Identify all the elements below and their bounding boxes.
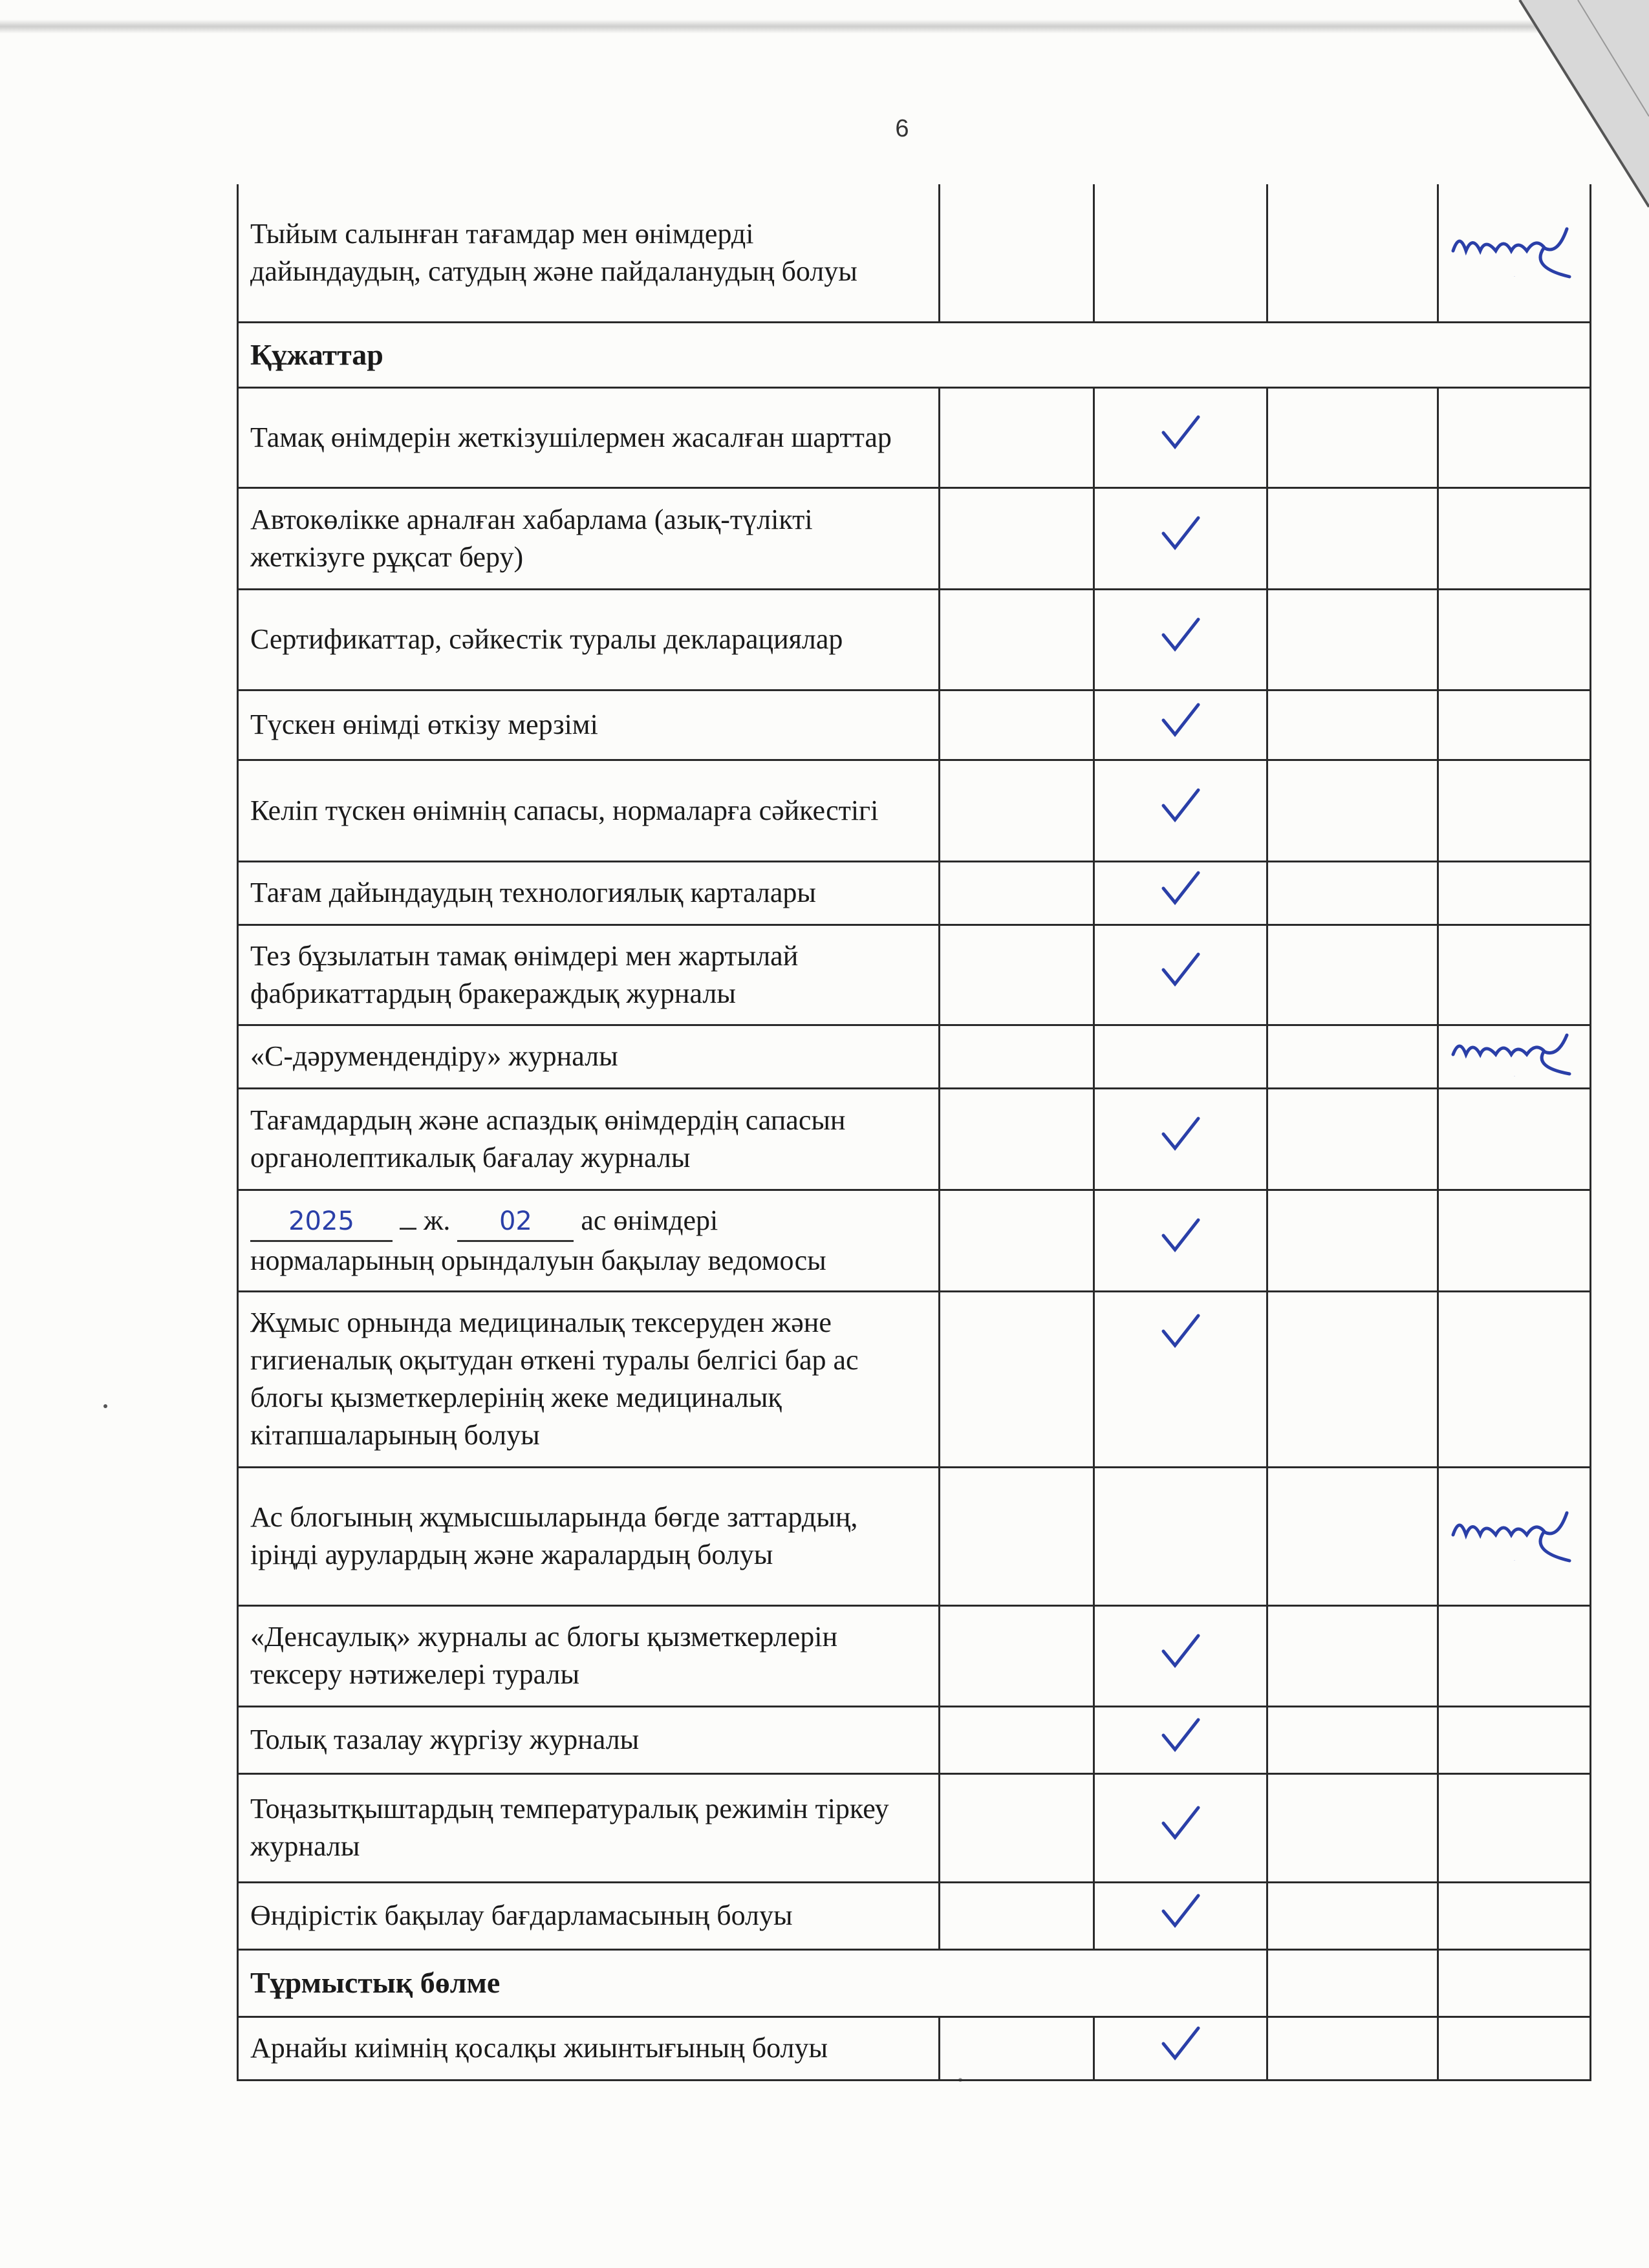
row-label: Тыйым салынған тағамдар мен өнімдерді дайындаудың, сатудың және пайдаланудың болуы [238, 184, 940, 322]
row-label: Автокөлікке арналған хабарлама (азық-түлікті жеткізуге рұқсат беру) [238, 487, 940, 589]
table-row [238, 487, 1591, 589]
label-rest: ас өнімдері [581, 1204, 718, 1236]
svg-text:жоқ: жоқ [1513, 1560, 1515, 1561]
row-label: Тамақ өнімдерін жеткізушілермен жасалған шарттар [238, 387, 940, 487]
section-heading: Тұрмыстық бөлме [238, 1949, 1267, 2017]
table-row [238, 589, 1591, 690]
tick-cell [1094, 1882, 1267, 1949]
table-row [238, 1605, 1591, 1706]
table-row [238, 690, 1591, 760]
table-row [238, 387, 1591, 487]
cell-col-5 [1438, 184, 1591, 322]
cell-col-5 [1438, 1467, 1591, 1605]
table-row [238, 1467, 1591, 1605]
table-row [238, 1882, 1591, 1949]
row-label: Тоңазытқыштардың температуралық режимін тіркеу журналы [238, 1773, 940, 1882]
scan-speck [103, 1404, 107, 1408]
cell-col-4 [1267, 184, 1438, 322]
tick-cell [1094, 861, 1267, 925]
year-suffix: ж. [424, 1204, 451, 1236]
tick-cell [1094, 1706, 1267, 1773]
table-row [238, 1706, 1591, 1773]
checkmark-icon [1158, 1892, 1203, 1940]
row-label: Сертификаттар, сәйкестік туралы декларациялар [238, 589, 940, 690]
row-label: «Денсаулық» журналы ас блогы қызметкерлерін тексеру нәтижелері туралы [238, 1605, 940, 1706]
tick-cell [1094, 1773, 1267, 1882]
month-field[interactable]: 02 [457, 1203, 574, 1242]
checkmark-icon [1158, 1632, 1203, 1680]
checkmark-icon [1158, 1716, 1203, 1764]
tick-cell [1094, 1291, 1267, 1467]
tick-cell [1094, 589, 1267, 690]
tick-cell [1094, 1088, 1267, 1190]
table-row [238, 1025, 1591, 1088]
section-row [238, 1949, 1591, 2017]
row-label: Түскен өнімді өткізу мерзімі [238, 690, 940, 760]
handwritten-absent-mark [1447, 212, 1582, 293]
checkmark-icon [1158, 869, 1203, 917]
row-label: Келіп түскен өнімнің сапасы, нормаларға сәйкестігі [238, 760, 940, 861]
row-label: Тағам дайындаудың технологиялық карталары [238, 861, 940, 925]
tick-cell [1094, 760, 1267, 861]
checklist-table [237, 184, 1591, 2081]
page-number: 6 [895, 115, 909, 142]
cell-col-3 [1094, 184, 1267, 322]
row-label: Толық тазалау жүргізу журналы [238, 1706, 940, 1773]
section-row [238, 322, 1591, 387]
tick-cell [1094, 690, 1267, 760]
row-label: «С-дәрумендендіру» журналы [238, 1025, 940, 1088]
checkmark-icon [1158, 2024, 1203, 2073]
table-row [238, 1773, 1591, 1882]
checkmark-icon [1158, 1804, 1203, 1852]
tick-cell [1094, 1605, 1267, 1706]
table-row [238, 184, 1591, 322]
checkmark-icon [1158, 413, 1203, 462]
handwritten-absent-mark [1447, 1026, 1582, 1087]
table-row [238, 2017, 1591, 2080]
tick-cell [1094, 925, 1267, 1025]
form-row-label [238, 1190, 940, 1291]
table-row [238, 760, 1591, 861]
checkmark-icon [1158, 1312, 1203, 1360]
scan-edge-shadow [0, 19, 1649, 34]
checkmark-icon [1158, 701, 1203, 749]
table-row [238, 1088, 1591, 1190]
tick-cell [1094, 2017, 1267, 2080]
section-heading: Құжаттар [238, 322, 1591, 387]
checkmark-icon [1158, 1115, 1203, 1163]
table-row [238, 861, 1591, 925]
handwritten-absent-mark [1447, 1496, 1582, 1577]
checkmark-icon [1158, 950, 1203, 999]
year-field[interactable]: 2025 [250, 1203, 393, 1242]
svg-text:жоқ: жоқ [1513, 1076, 1515, 1077]
checkmark-icon [1158, 1216, 1203, 1265]
checkmark-icon [1158, 786, 1203, 835]
row-label: Тағамдардың және аспаздық өнімдердің сапасын органолептикалық бағалау журналы [238, 1088, 940, 1190]
row-label: Ас блогының жұмысшыларында бөгде заттардың, іріңді аурулардың және жаралардың болуы [238, 1467, 940, 1605]
row-label: Тез бұзылатын тамақ өнімдері мен жартылай фабрикаттардың бракераждық журналы [238, 925, 940, 1025]
label-line-2: нормаларының орындалуын бақылау ведомосы [250, 1244, 826, 1276]
cell-col-5 [1438, 1025, 1591, 1088]
row-label: Жұмыс орнында медициналық тексеруден және гигиеналық оқытудан өткені туралы белгісі бар ас блогы қызметкерлерінің жеке медициналық кітапшаларының болуы [238, 1291, 940, 1467]
checkmark-icon [1158, 514, 1203, 562]
svg-text:жоқ: жоқ [1513, 277, 1515, 278]
tick-cell [1094, 1190, 1267, 1291]
table-row [238, 1291, 1591, 1467]
table-row [238, 925, 1591, 1025]
tick-cell [1094, 387, 1267, 487]
checkmark-icon [1158, 615, 1203, 664]
cell-col-2 [940, 184, 1094, 322]
tick-cell [1094, 487, 1267, 589]
table-row [238, 1190, 1591, 1291]
row-label: Арнайы киімнің қосалқы жиынтығының болуы [238, 2017, 940, 2080]
row-label: Өндірістік бақылау бағдарламасының болуы [238, 1882, 940, 1949]
